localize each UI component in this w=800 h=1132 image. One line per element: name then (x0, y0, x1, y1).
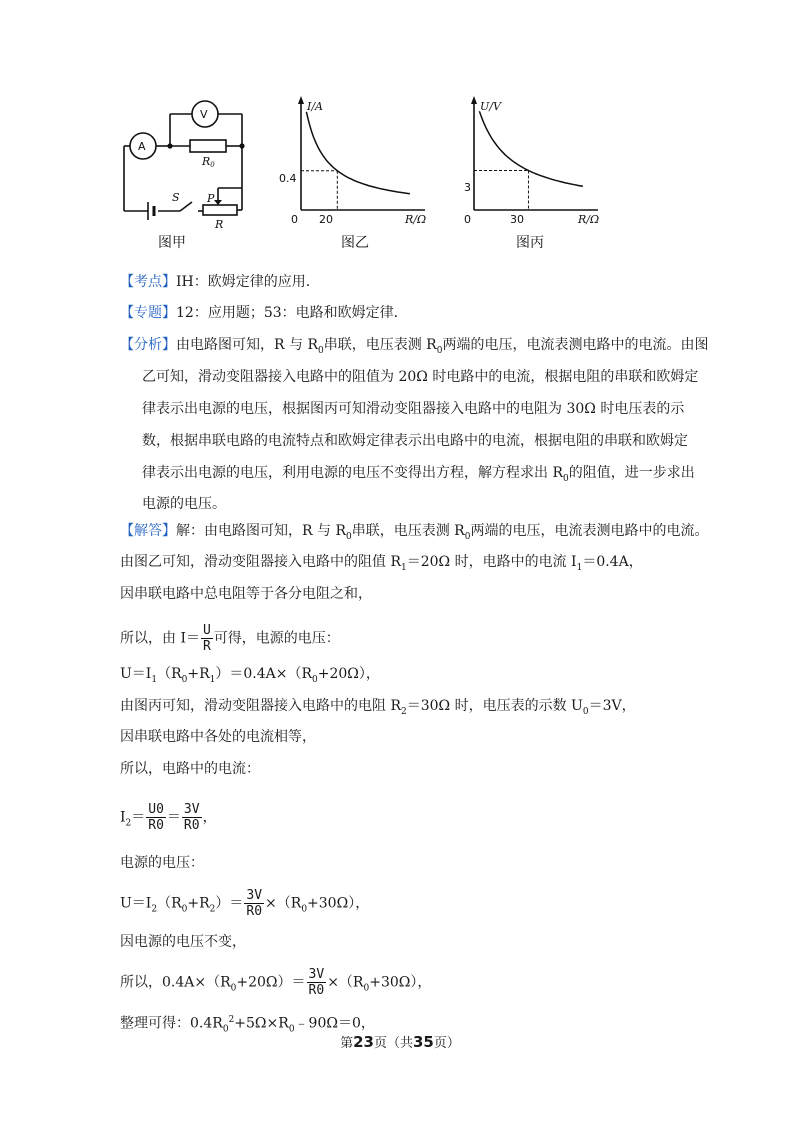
graph-yi-caption: 图乙 (341, 235, 369, 251)
r0-label: R0 (202, 155, 215, 169)
jieda-line-1: 【解答】解：由电路图可知，R 与 $R_0$串联，电压表测 $R_0$两端的电压，电流表测电路中的电流。 (120, 523, 709, 542)
jieda-tag: 【解答】 (120, 523, 176, 539)
solution-line-14: 整理可得：$0.4R_0^2+5\Omega\times R_0﹣90\Omega=0$， (120, 1015, 375, 1035)
data-curve (479, 111, 583, 186)
fenxi-line-3: 律表示出电源的电压，根据图丙可知滑动变阻器接入电路中的电阻为 30Ω 时电压表的示 (142, 401, 685, 417)
fraction-u-over-r: $\frac{U}{R}$ (202, 623, 211, 654)
fraction-3v-over-r0: $\frac{3V}{R0}$ (246, 888, 263, 919)
rheostat-label: R (215, 218, 224, 231)
graph-yi (279, 94, 445, 251)
solution-line-11: $U=I_2(R_0+R_2)=$ $\frac{3V}{R0}$ $\times(R_0+30\Omega)$， (120, 888, 370, 919)
voltmeter-label: V (200, 108, 208, 121)
solution-line-9: $I_2=$ $\frac{U0}{R0}$ ＝ $\frac{3V}{R0}$ ， (120, 802, 217, 833)
y-tick-label: 3 (464, 181, 471, 194)
page-total: 35 (413, 1033, 434, 1051)
x-axis-label: R/Ω (405, 213, 427, 226)
fraction-u0-over-r0: $\frac{U0}{R0}$ (148, 802, 164, 833)
fenxi-line-6: 电源的电压。 (142, 496, 226, 512)
origin-label: 0 (291, 213, 298, 226)
zhuanti-tag: 【专题】 (120, 305, 176, 321)
fraction-3v-over-r0: $\frac{3V}{R0}$ (308, 967, 325, 998)
solution-line-3: 因串联电路中总电阻等于各分电阻之和， (120, 586, 372, 602)
solution-line-12: 因电源的电压不变， (120, 934, 246, 950)
fenxi-line-4: 数，根据串联电路的电流特点和欧姆定律表示出电路中的电流，根据电阻的串联和欧姆定 (142, 433, 688, 449)
solution-line-7: 因串联电路中各处的电流相等， (120, 729, 316, 745)
graph-bing-caption: 图丙 (516, 235, 544, 251)
switch-label: S (172, 191, 180, 204)
y-axis-label: U/V (480, 100, 501, 113)
zhuanti-line: 【专题】12：应用题；53：电路和欧姆定律． (120, 305, 408, 321)
data-curve (306, 112, 410, 194)
fenxi-tag: 【分析】 (120, 337, 176, 353)
fenxi-line-5: 律表示出电源的电压，利用电源的电压不变得出方程，解方程求出 $R_0$的阻值，进一步求出 (142, 465, 695, 484)
solution-line-6: 由图丙可知，滑动变阻器接入电路中的电阻 $R_2=30\Omega$ 时，电压表的示数 $U_0=3V$， (120, 698, 636, 717)
graph-bing (458, 94, 618, 251)
x-tick-label: 30 (510, 213, 524, 226)
fenxi-line-2: 乙可知，滑动变阻器接入电路中的阻值为 20Ω 时电路中的电流，根据电阻的串联和欧姆定 (142, 369, 699, 385)
fenxi-line-1: 【分析】由电路图可知，R 与 $R_0$串联，电压表测 $R_0$两端的电压，电流表测电路中的电流。由图 (120, 337, 709, 356)
kaodian-line: 【考点】IH：欧姆定律的应用． (120, 274, 320, 290)
solution-line-5: $U=I_1(R_0+R_1)=0.4A\times(R_0+20\Omega)$， (120, 666, 380, 685)
x-tick-label: 20 (319, 213, 333, 226)
solution-line-8: 所以，电路中的电流： (120, 761, 260, 777)
circuit-diagram (118, 94, 268, 251)
origin-label: 0 (464, 213, 471, 226)
page-number: 23 (353, 1033, 374, 1051)
x-axis-label: R/Ω (578, 213, 600, 226)
solution-line-2: 由图乙可知，滑动变阻器接入电路中的阻值 $R_1=20\Omega$ 时，电路中的电流 $I_1=0.4A$， (120, 554, 643, 573)
fraction-3v-over-r0: $\frac{3V}{R0}$ (183, 802, 200, 833)
slider-label: P (207, 192, 215, 205)
y-axis-label: I/A (307, 100, 323, 113)
kaodian-tag: 【考点】 (120, 274, 176, 290)
page-footer: 第23页（共35页） (340, 1033, 460, 1051)
ammeter-label: A (138, 140, 146, 153)
solution-line-10: 电源的电压： (120, 855, 204, 871)
solution-line-13: 所以，$0.4A\times(R_0+20\Omega)=$ $\frac{3V}{R0}$ $\times(R_0+30\Omega)$， (120, 967, 432, 998)
circuit-caption: 图甲 (158, 235, 186, 251)
y-tick-label: 0.4 (279, 172, 297, 185)
solution-line-4: 所以，由 I＝ $\frac{U}{R}$ 可得，电源的电压： (120, 623, 340, 654)
